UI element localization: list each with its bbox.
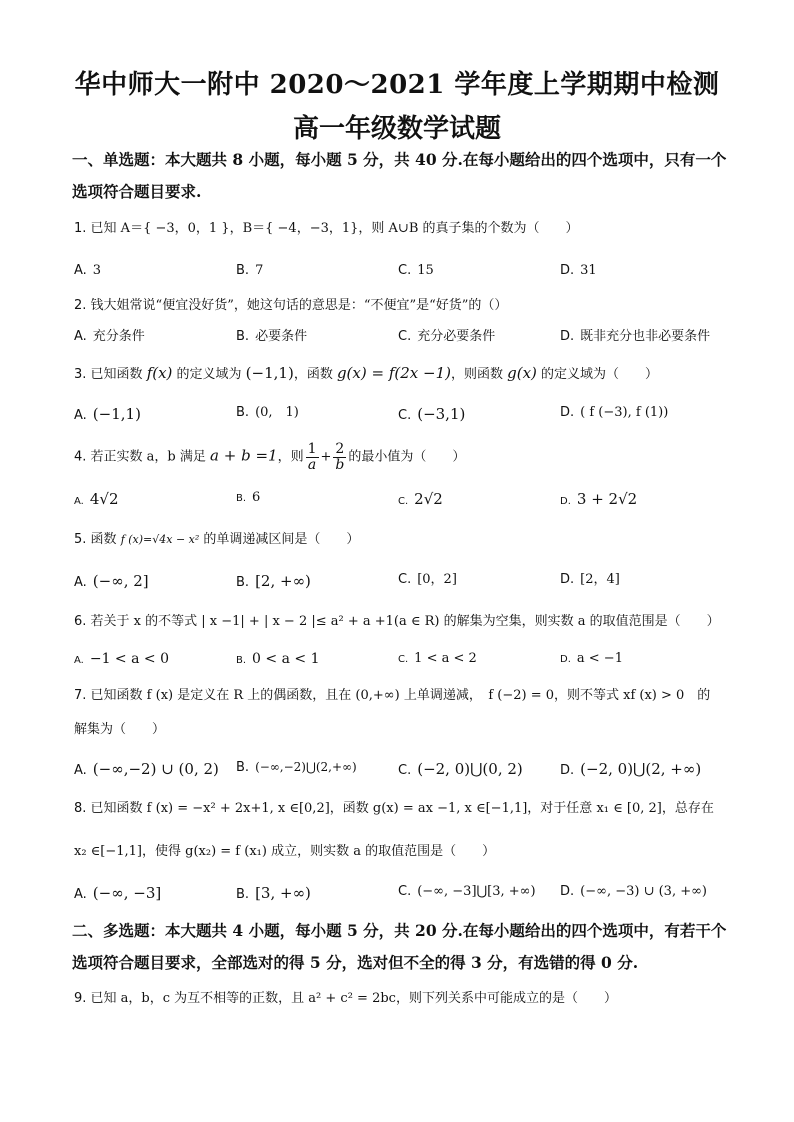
question-8-line2: x₂ ∈[−1,1]，使得 g(x₂) = f (x₁) 成立，则实数 a 的取值范围是（ ） xyxy=(74,844,496,859)
q4-option-a: A. 4√2 xyxy=(74,490,119,508)
q2-option-a: A. 充分条件 xyxy=(74,329,145,344)
q2-option-b: B. 必要条件 xyxy=(236,329,308,344)
q1-option-c: C. 15 xyxy=(398,263,434,278)
question-2: 2. 钱大姐常说“便宜没好货”，她这句话的意思是：“不便宜”是“好货”的（） xyxy=(74,298,508,313)
q8-option-b: B. [3, +∞) xyxy=(236,884,311,902)
q4-option-d: D. 3 + 2√2 xyxy=(560,490,638,508)
q7-option-c: C. (−2, 0)⋃(0, 2) xyxy=(398,760,523,778)
q6-option-c: C. 1 < a < 2 xyxy=(398,651,477,666)
q3-option-b: B. (0, 1) xyxy=(236,405,299,420)
question-stem: 已知 A＝{ −3，0，1 }，B＝{ −4，−3，1}，则 A∪B 的真子集的个数为（ ） xyxy=(90,221,579,236)
question-1 xyxy=(74,221,579,237)
q3-option-c: C. (−3,1) xyxy=(398,405,466,423)
q7-option-d: D. (−2, 0)⋃(2, +∞) xyxy=(560,760,702,778)
q7-option-a: A. (−∞,−2) ∪ (0, 2) xyxy=(74,760,219,778)
q4-option-c: C. 2√2 xyxy=(398,490,443,508)
question-7: 7. 已知函数 f (x) 是定义在 R 上的偶函数，且在 (0,+∞) 上单调递减， f (−2) = 0，则不等式 xf (x) > 0 的 xyxy=(74,688,711,703)
q7-option-b: B. (−∞,−2)⋃(2,+∞) xyxy=(236,760,357,775)
q3-option-a: A. (−1,1) xyxy=(74,405,141,423)
q1-option-a: A. 3 xyxy=(74,263,102,278)
q3-option-d: D. ( f (−3), f (1)) xyxy=(560,405,669,420)
section2-heading-line1: 二、多选题：本大题共 4 小题，每小题 5 分，共 20 分.在每小题给出的四个选项中，有若干个 xyxy=(72,921,727,940)
q4-option-b: B. 6 xyxy=(236,490,261,505)
question-5: 5. 函数 f (x)=√4x − x² 的单调递减区间是（ ） xyxy=(74,532,360,547)
section1-heading-line1: 一、单选题：本大题共 8 小题，每小题 5 分，共 40 分.在每小题给出的四个选项中，只有一个 xyxy=(72,150,727,169)
question-6: 6. 若关于 x 的不等式 | x −1| + | x − 2 |≤ a² + a +1(a ∈ R) 的解集为空集，则实数 a 的取值范围是（ ） xyxy=(74,614,720,629)
exam-title: 华中师大一附中 2020～2021 学年度上学期期中检测 xyxy=(74,70,720,100)
fraction-2-over-b: $\frac{2}{b}$ xyxy=(335,441,345,473)
q8-option-a: A. (−∞, −3] xyxy=(74,884,162,902)
q6-option-d: D. a < −1 xyxy=(560,651,623,666)
q5-option-a: A. (−∞, 2] xyxy=(74,572,149,590)
q2-option-c: C. 充分必要条件 xyxy=(398,329,496,344)
question-number: 1. xyxy=(74,221,87,236)
q5-option-c: C. [0，2] xyxy=(398,572,457,587)
q5-option-d: D. [2，4] xyxy=(560,572,620,587)
fraction-1-over-a: $\frac{1}{a}$ xyxy=(307,441,317,473)
question-8: 8. 已知函数 f (x) = −x² + 2x+1, x ∈[0,2]，函数 g(x) = ax −1, x ∈[−1,1]，对于任意 x₁ ∈ [0, 2]，总存在 xyxy=(74,801,714,816)
section2-heading-line2: 选项符合题目要求，全部选对的得 5 分，选对但不全的得 3 分，有选错的得 0 分. xyxy=(72,953,639,972)
q1-option-b: B. 7 xyxy=(236,263,264,278)
q1-option-d: D. 31 xyxy=(560,263,597,278)
q6-option-b: B. 0 < a < 1 xyxy=(236,651,320,667)
question-4: 4. 若正实数 a，b 满足 a + b =1，则 $\frac{1}{a}$ + $\frac{2}{b}$ 的最小值为（ ） xyxy=(74,441,466,473)
q5-option-b: B. [2, +∞) xyxy=(236,572,311,590)
question-9: 9. 已知 a，b，c 为互不相等的正数，且 a² + c² = 2bc，则下列关系中可能成立的是（ ） xyxy=(74,991,617,1006)
section1-heading-line2: 选项符合题目要求. xyxy=(72,182,202,201)
question-3: 3. 已知函数 f(x) 的定义域为 (−1,1)，函数 g(x) = f(2x −1)，则函数 g(x) 的定义域为（ ） xyxy=(74,364,659,382)
exam-subtitle: 高一年级数学试题 xyxy=(292,114,501,144)
q8-option-c: C. (−∞, −3]⋃[3, +∞) xyxy=(398,884,536,899)
q6-option-a: A. −1 < a < 0 xyxy=(74,651,169,667)
q2-option-d: D. 既非充分也非必要条件 xyxy=(560,329,711,344)
question-7-line2: 解集为（ ） xyxy=(74,722,166,737)
q8-option-d: D. (−∞, −3) ∪ (3, +∞) xyxy=(560,884,708,899)
